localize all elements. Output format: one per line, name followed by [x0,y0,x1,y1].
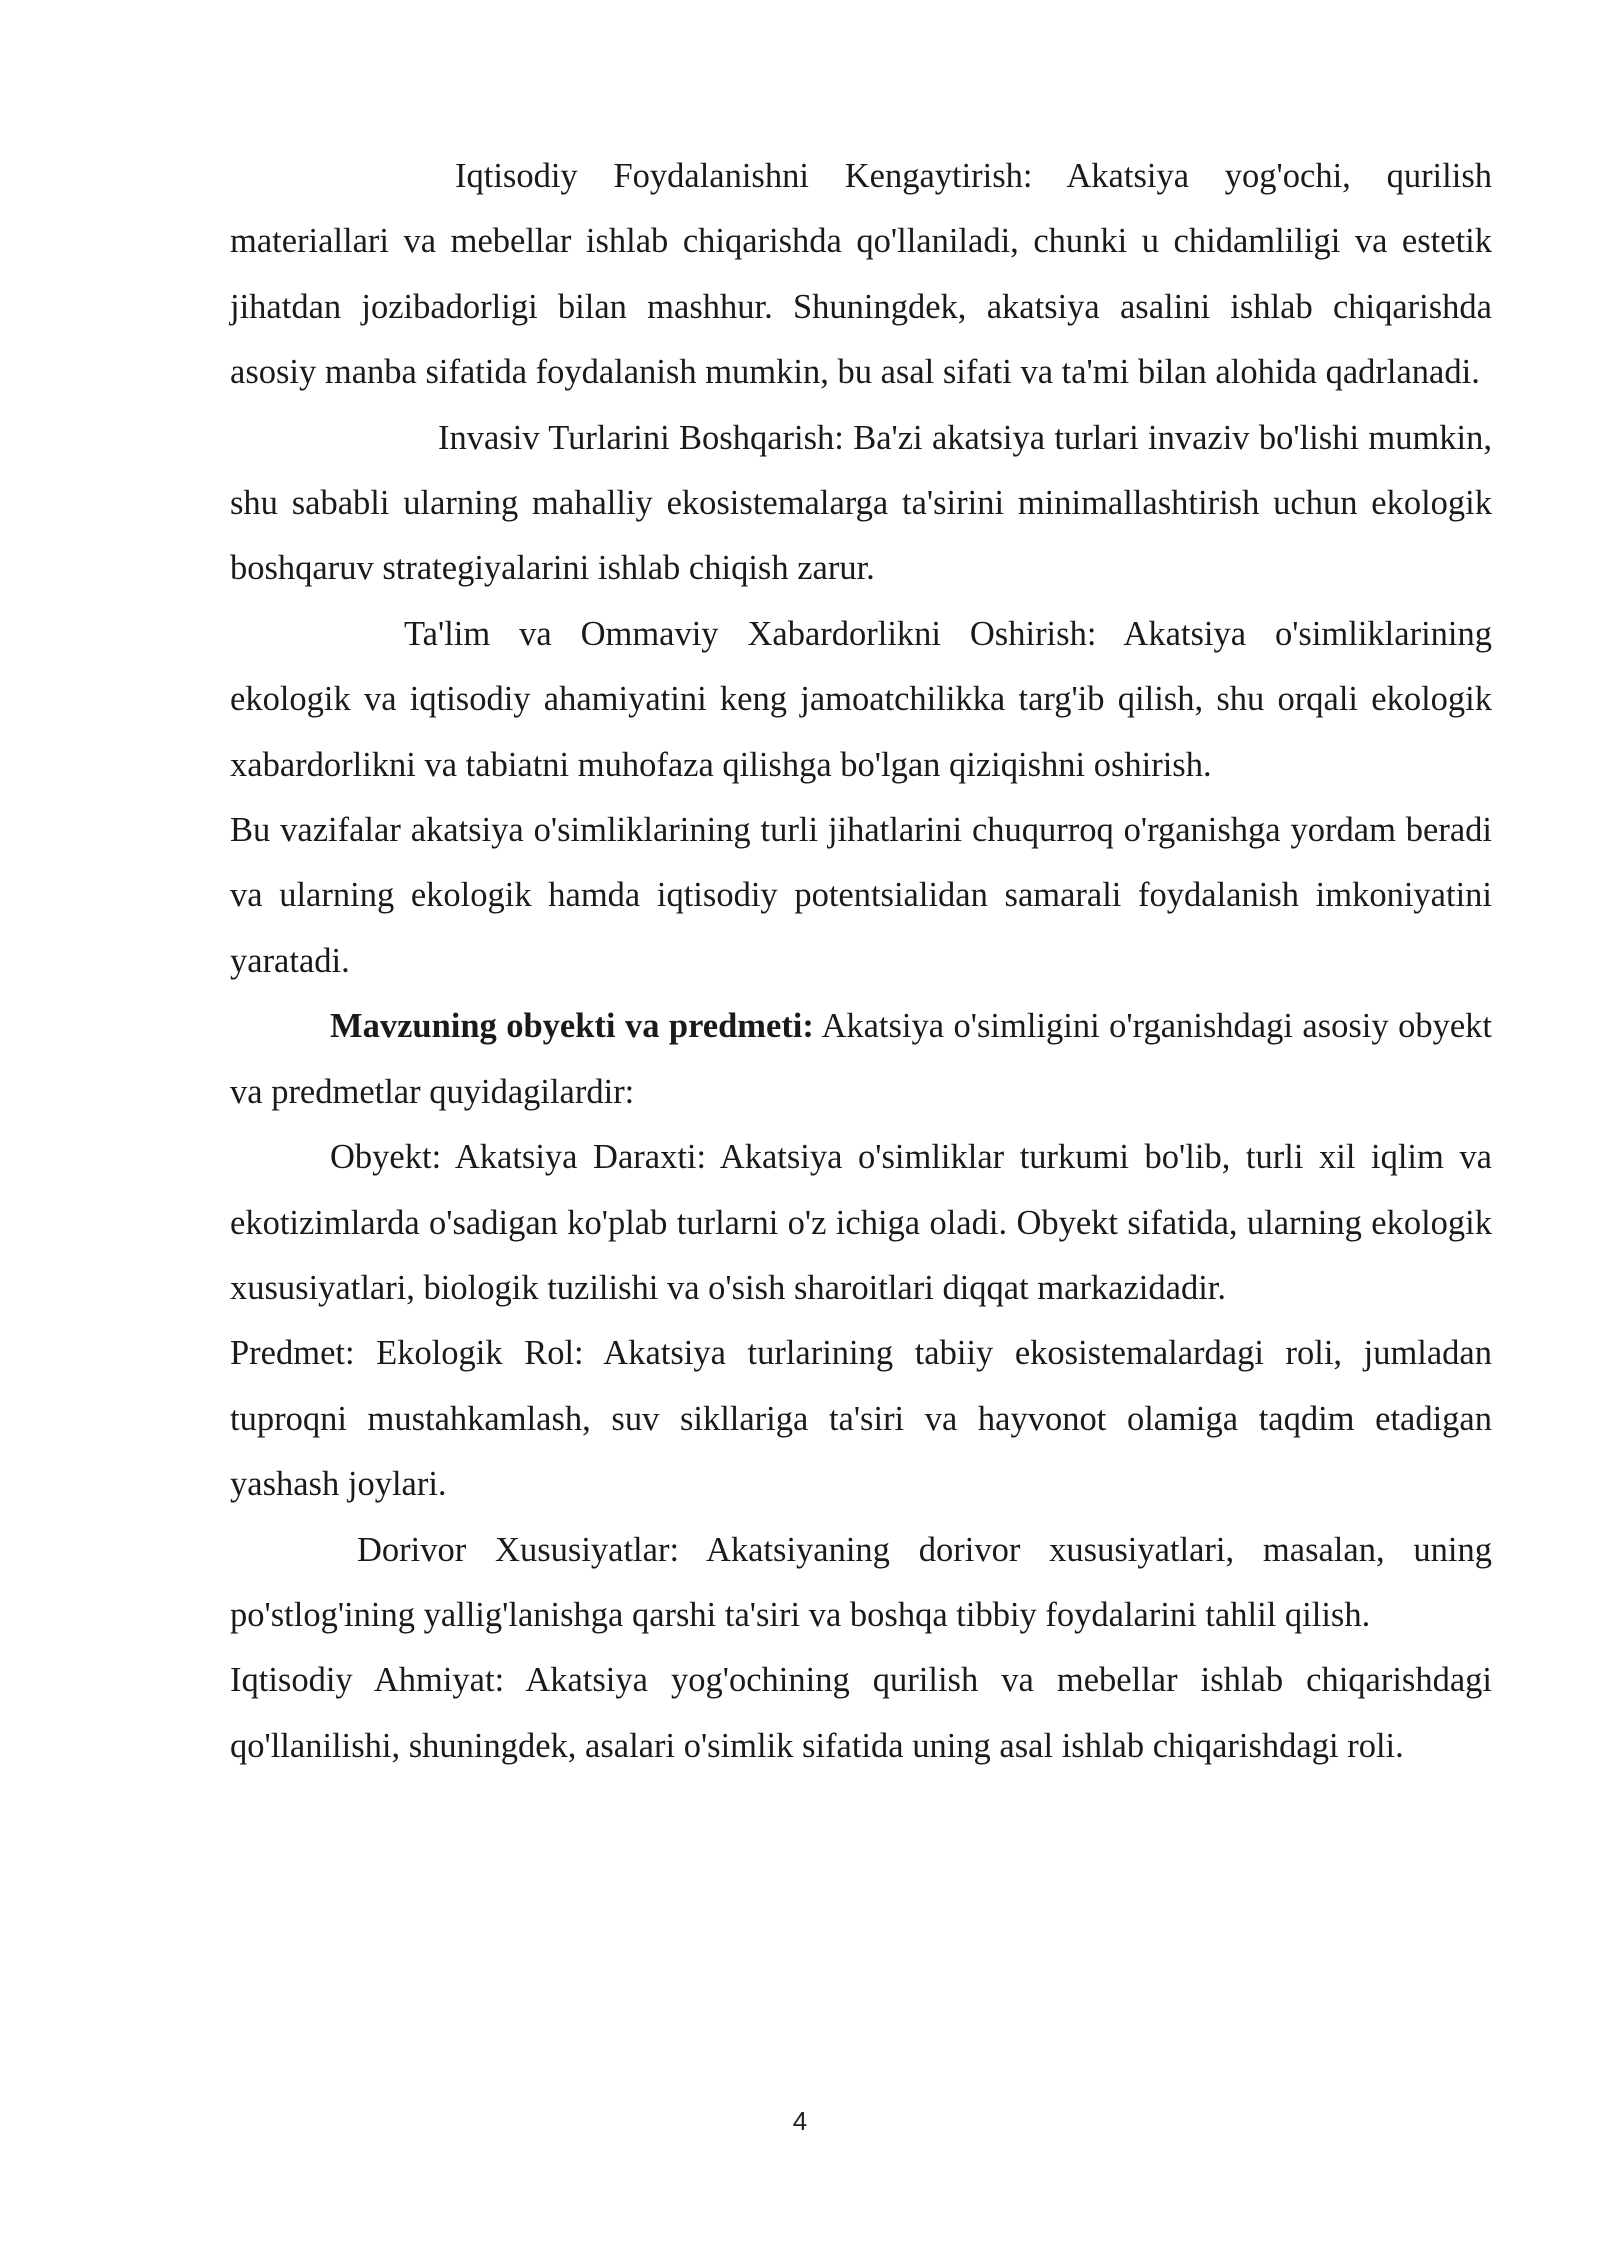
section-heading-continuation: Akatsiya o'simligini o'rganishdagi asosiy obyekt va predmetlar quyidagilardir: [230,1007,1492,1111]
paragraph-object-subject-intro [230,994,1492,1125]
section-heading-object-subject: Mavzuning obyekti va predmeti: [330,1007,814,1046]
paragraph-economic-importance: Iqtisodiy Ahmiyat: Akatsiya yog'ochining qurilish va mebellar ishlab chiqarishdagi qo'llanilishi, shuningdek, asalari o'simlik sifatida uning asal ishlab chiqarishdagi roli. [230,1661,1492,1765]
body-text [230,144,1492,1779]
paragraph-object-acacia-tree: Obyekt: Akatsiya Daraxti: Akatsiya o'simliklar turkumi bo'lib, turli xil iqlim va ekotizimlarda o'sadigan ko'plab turlarni o'z ichiga oladi. Obyekt sifatida, ularning ekologik xususiyatlari, biologik tuzilishi va o'sish sharoitlari diqqat markazidadir. [230,1138,1492,1307]
paragraph-economic-use: Iqtisodiy Foydalanishni Kengaytirish: Akatsiya yog'ochi, qurilish materiallari va mebellar ishlab chiqarishda qo'llaniladi, chunki u chidamliligi va estetik jihatdan jozibadorligi bilan mashhur. Shuningdek, akatsiya asalini ishlab chiqarishda asosiy manba sifatida foydalanish mumkin, bu asal sifati va ta'mi bilan alohida qadrlanadi. [230,157,1492,392]
paragraph-medicinal-properties: Dorivor Xususiyatlar: Akatsiyaning dorivor xususiyatlari, masalan, uning po'stlog'ining yallig'lanishga qarshi ta'siri va boshqa tibbiy foydalarini tahlil qilish. [230,1530,1492,1634]
paragraph-invasive-species: Invasiv Turlarini Boshqarish: Ba'zi akatsiya turlari invaziv bo'lishi mumkin, shu sababli ularning mahalliy ekosistemalarga ta'sirini minimallashtirish uchun ekologik boshqaruv strategiyalarini ishlab chiqish zarur. [230,418,1492,588]
paragraph-tasks-summary: Bu vazifalar akatsiya o'simliklarining turli jihatlarini chuqurroq o'rganishga yordam beradi va ularning ekologik hamda iqtisodiy potentsialidan samarali foydalanish imkoniyatini yaratadi. [230,811,1492,980]
paragraph-subject-ecological-role: Predmet: Ekologik Rol: Akatsiya turlarining tabiiy ekosistemalardagi roli, jumladan tuproqni mustahkamlash, suv sikllariga ta'siri va hayvonot olamiga taqdim etadigan yashash joylari. [230,1334,1492,1504]
page-number: 4 [792,2106,808,2136]
paragraph-education-awareness: Ta'lim va Ommaviy Xabardorlikni Oshirish: Akatsiya o'simliklarining ekologik va iqtisodiy ahamiyatini keng jamoatchilikka targ'ib qilish, shu orqali ekologik xabardorlikni va tabiatni muhofaza qilishga bo'lgan qiziqishni oshirish. [230,614,1492,784]
